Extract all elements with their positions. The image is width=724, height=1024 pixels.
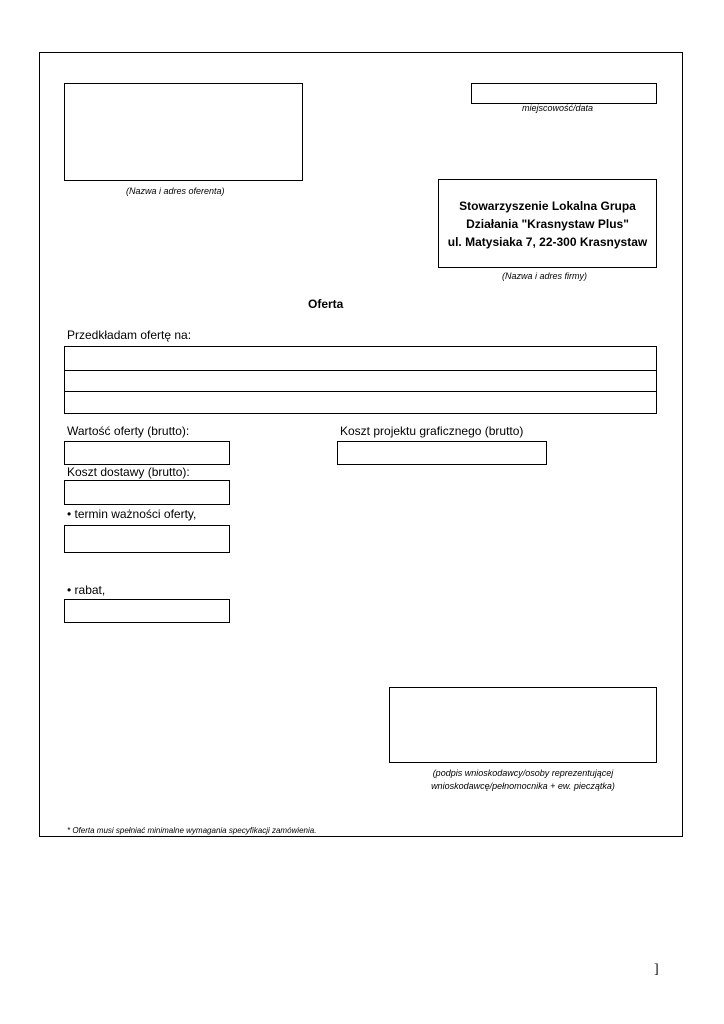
discount-field[interactable] bbox=[64, 599, 230, 623]
company-caption: (Nazwa i adres firmy) bbox=[502, 271, 588, 281]
location-date-caption: miejscowość/data bbox=[522, 103, 594, 113]
graphic-project-cost-label: Koszt projektu graficznego (brutto) bbox=[340, 424, 524, 438]
document-title: Oferta bbox=[308, 297, 344, 311]
delivery-cost-field[interactable] bbox=[64, 480, 230, 505]
page-mark: ] bbox=[654, 962, 659, 977]
company-name-line2: Działania "Krasnystaw Plus" bbox=[466, 216, 629, 231]
offer-subject-row-2[interactable] bbox=[64, 370, 657, 393]
discount-label: • rabat, bbox=[67, 583, 106, 597]
signature-box[interactable] bbox=[389, 687, 657, 763]
signature-caption-line2: wnioskodawcę/pełnomocnika + ew. pieczątka) bbox=[431, 781, 615, 791]
company-address-box bbox=[438, 179, 657, 268]
offer-intro-label: Przedkładam ofertę na: bbox=[67, 328, 192, 342]
validity-term-label: • termin ważności oferty, bbox=[67, 507, 197, 521]
offer-subject-row-3[interactable] bbox=[64, 391, 657, 414]
offer-value-label: Wartość oferty (brutto): bbox=[67, 424, 190, 438]
offerer-caption: (Nazwa i adres oferenta) bbox=[126, 186, 225, 196]
validity-term-field[interactable] bbox=[64, 525, 230, 553]
company-address-line: ul. Matysiaka 7, 22-300 Krasnystaw bbox=[447, 234, 648, 249]
offer-value-field[interactable] bbox=[64, 441, 230, 465]
location-date-field[interactable] bbox=[471, 83, 657, 104]
delivery-cost-label: Koszt dostawy (brutto): bbox=[67, 465, 190, 479]
offerer-name-address-box[interactable] bbox=[64, 83, 303, 181]
graphic-project-cost-field[interactable] bbox=[337, 441, 547, 465]
signature-caption bbox=[389, 767, 657, 793]
company-name-line1: Stowarzyszenie Lokalna Grupa bbox=[459, 198, 636, 213]
signature-caption-line1: (podpis wnioskodawcy/osoby reprezentującej bbox=[432, 768, 614, 778]
offer-subject-row-1[interactable] bbox=[64, 346, 657, 372]
footnote: * Oferta musi spełniać minimalne wymagania specyfikacji zamówienia. bbox=[67, 826, 317, 835]
